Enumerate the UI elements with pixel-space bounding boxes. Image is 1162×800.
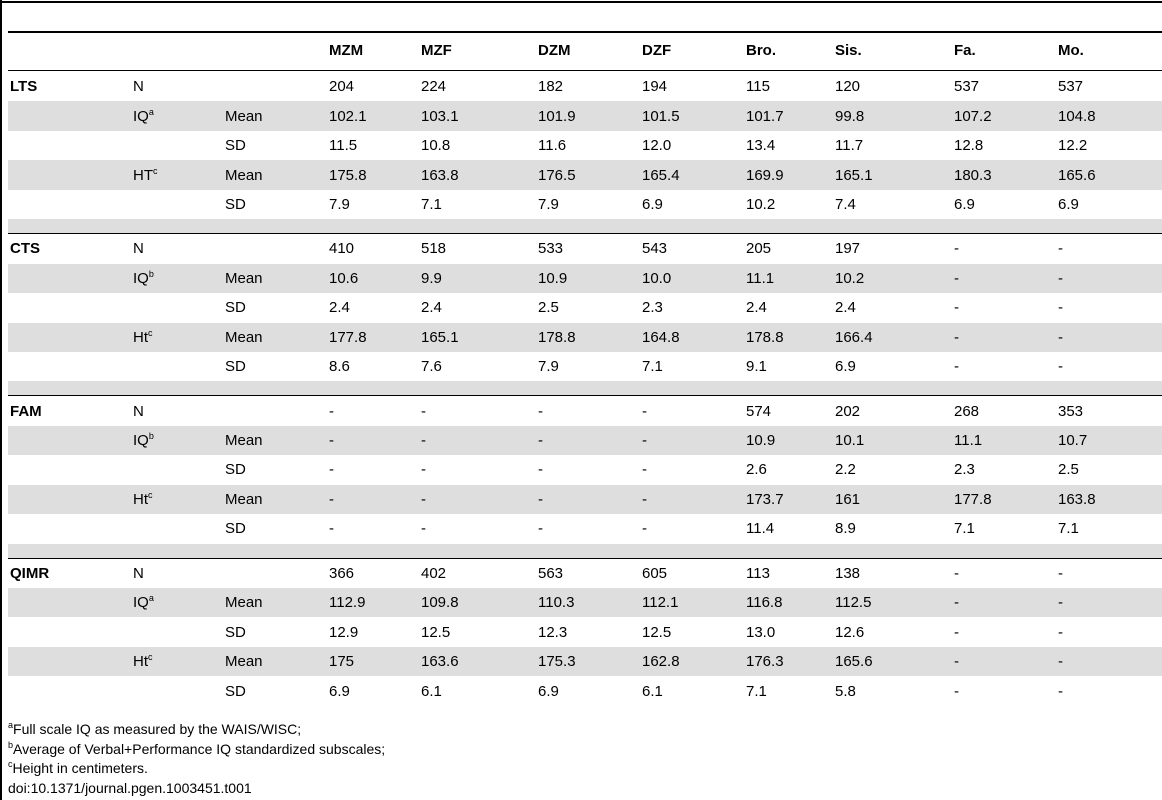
header-bottom-rule — [8, 70, 1162, 71]
value-cell: 11.5 — [329, 137, 358, 155]
value-cell: - — [329, 461, 334, 479]
column-header: Bro. — [746, 42, 776, 59]
value-cell: - — [1058, 647, 1162, 676]
group-label — [8, 455, 133, 484]
value-cell: 533 — [538, 234, 642, 264]
value-cell: 2.4 — [329, 299, 350, 317]
value-cell: 605 — [642, 558, 746, 588]
value-cell: 177.8 — [329, 323, 421, 352]
value-cell: 6.1 — [421, 682, 442, 700]
group-label: FAM — [8, 396, 133, 426]
value-cell: 194 — [642, 78, 668, 96]
value-cell: 563 — [538, 558, 642, 588]
footnote-marker: a — [148, 593, 154, 604]
value-cell: 7.1 — [746, 682, 767, 700]
value-cell: - — [954, 647, 1058, 676]
value-cell: 2.3 — [954, 461, 975, 479]
statistic-label: SD — [225, 299, 246, 317]
group-spacer — [8, 381, 1162, 396]
table-row — [8, 234, 1162, 264]
value-cell: 7.1 — [421, 195, 442, 213]
value-cell: - — [642, 426, 746, 455]
value-cell: - — [421, 485, 538, 514]
value-cell: 7.1 — [954, 520, 975, 538]
value-cell: - — [954, 558, 1058, 588]
value-cell: 113 — [746, 558, 835, 588]
group-label — [8, 190, 133, 219]
value-cell: - — [954, 299, 959, 317]
column-header: MZF — [421, 42, 452, 59]
statistic-label: SD — [225, 358, 246, 376]
table-row — [8, 352, 1162, 381]
table-row — [8, 131, 1162, 160]
value-cell: 2.3 — [642, 299, 663, 317]
table-row — [8, 101, 1162, 130]
value-cell: 6.9 — [1058, 195, 1079, 213]
value-cell: 8.9 — [835, 520, 856, 538]
value-cell: 10.1 — [835, 426, 954, 455]
footnote-marker: b — [148, 431, 154, 442]
value-cell: 163.6 — [421, 647, 538, 676]
statistic-label: Mean — [225, 588, 329, 617]
top-rule — [0, 1, 1162, 3]
value-cell: 10.0 — [642, 264, 746, 293]
variable-label: $IQ^b$ — [133, 426, 225, 455]
statistic-label: SD — [225, 520, 246, 538]
value-cell: 197 — [835, 234, 954, 264]
value-cell: 115 — [746, 78, 770, 96]
variable-label: N — [133, 396, 225, 426]
value-cell: 165.1 — [421, 323, 538, 352]
value-cell: 104.8 — [1058, 101, 1162, 130]
value-cell: 6.9 — [954, 195, 975, 213]
group-label — [8, 617, 133, 646]
table-row — [8, 323, 1162, 352]
statistic-label: Mean — [225, 647, 329, 676]
value-cell: 112.5 — [835, 588, 954, 617]
value-cell: 12.3 — [538, 623, 568, 641]
group-label — [8, 426, 133, 455]
value-cell: - — [538, 396, 642, 426]
group-spacer — [8, 219, 1162, 234]
value-cell: 164.8 — [642, 323, 746, 352]
value-cell: 543 — [642, 234, 746, 264]
variable-label — [133, 617, 225, 646]
value-cell: - — [329, 520, 334, 538]
statistic-label: SD — [225, 461, 246, 479]
value-cell: - — [1058, 588, 1162, 617]
value-cell: 2.4 — [421, 299, 442, 317]
variable-label: N — [133, 558, 225, 588]
value-cell: 163.8 — [421, 160, 538, 189]
value-cell: - — [1058, 558, 1162, 588]
value-cell: 7.9 — [329, 195, 350, 213]
value-cell: 169.9 — [746, 160, 835, 189]
value-cell: 10.9 — [538, 264, 642, 293]
value-cell: 7.1 — [642, 358, 663, 376]
variable-label — [133, 352, 225, 381]
footnote-marker: b — [148, 268, 154, 279]
variable-label: $IQ^a$ — [133, 588, 225, 617]
column-header: Mo. — [1058, 42, 1084, 59]
value-cell: 6.9 — [329, 682, 350, 700]
value-cell: - — [421, 520, 426, 538]
value-cell: 9.1 — [746, 358, 767, 376]
value-cell: 224 — [421, 78, 447, 96]
value-cell: 177.8 — [954, 485, 1058, 514]
value-cell: 12.9 — [329, 623, 359, 641]
value-cell: 2.6 — [746, 461, 767, 479]
value-cell: 8.6 — [329, 358, 350, 376]
table-row — [8, 293, 1162, 322]
statistic-label — [225, 396, 329, 426]
column-header-row — [8, 33, 1162, 70]
variable-label — [133, 131, 225, 160]
table-row — [8, 72, 1162, 101]
statistic-label: SD — [225, 682, 246, 700]
value-cell: 175 — [329, 647, 421, 676]
table-row — [8, 396, 1162, 426]
footnote-a: $^a$Full scale IQ as measured by the WAIS/WISC; — [8, 720, 302, 737]
group-label — [8, 514, 133, 543]
value-cell: 182 — [538, 78, 564, 96]
value-cell: 11.1 — [746, 264, 835, 293]
value-cell: - — [954, 358, 959, 376]
value-cell: - — [642, 520, 647, 538]
value-cell: 353 — [1058, 396, 1162, 426]
value-cell: 11.6 — [538, 137, 567, 155]
value-cell: 2.5 — [538, 299, 559, 317]
value-cell: 205 — [746, 234, 835, 264]
value-cell: 518 — [421, 234, 538, 264]
value-cell: - — [421, 426, 538, 455]
value-cell: - — [538, 520, 543, 538]
table-row — [8, 514, 1162, 543]
value-cell: 7.4 — [835, 195, 856, 213]
value-cell: 7.9 — [538, 195, 559, 213]
value-cell: 107.2 — [954, 101, 1058, 130]
value-cell: 103.1 — [421, 101, 538, 130]
statistic-label: Mean — [225, 426, 329, 455]
value-cell: 12.8 — [954, 137, 984, 155]
value-cell: 166.4 — [835, 323, 954, 352]
group-label — [8, 588, 133, 617]
value-cell: 178.8 — [746, 323, 835, 352]
group-label — [8, 647, 133, 676]
value-cell: - — [329, 485, 421, 514]
value-cell: 99.8 — [835, 101, 954, 130]
table-row — [8, 617, 1162, 646]
variable-label — [133, 514, 225, 543]
value-cell: - — [954, 234, 1058, 264]
value-cell: 7.6 — [421, 358, 442, 376]
value-cell: 173.7 — [746, 485, 835, 514]
statistic-label — [225, 234, 329, 264]
value-cell: - — [1058, 623, 1063, 641]
value-cell: 165.6 — [835, 647, 954, 676]
value-cell: 12.5 — [421, 623, 451, 641]
group-spacer — [8, 544, 1162, 559]
value-cell: 116.8 — [746, 588, 835, 617]
value-cell: 120 — [835, 78, 861, 96]
value-cell: 11.7 — [835, 137, 864, 155]
value-cell: - — [1058, 323, 1162, 352]
variable-label — [133, 455, 225, 484]
value-cell: 12.6 — [835, 623, 865, 641]
value-cell: 101.5 — [642, 101, 746, 130]
group-label — [8, 485, 133, 514]
value-cell: 10.7 — [1058, 426, 1162, 455]
value-cell: - — [1058, 358, 1063, 376]
value-cell: 165.4 — [642, 160, 746, 189]
group-label — [8, 323, 133, 352]
value-cell: 112.1 — [642, 588, 746, 617]
variable-label: Ht$^c$ — [133, 485, 225, 514]
table-row — [8, 455, 1162, 484]
table-row — [8, 676, 1162, 705]
footnote-marker: a — [148, 106, 154, 117]
value-cell: 202 — [835, 396, 954, 426]
value-cell: 5.8 — [835, 682, 856, 700]
value-cell: 10.2 — [835, 264, 954, 293]
value-cell: - — [954, 682, 959, 700]
footnote-b: $^b$Average of Verbal+Performance IQ standardized subscales; — [8, 739, 386, 757]
table-row — [8, 588, 1162, 617]
value-cell: - — [421, 461, 426, 479]
value-cell: 178.8 — [538, 323, 642, 352]
value-cell: - — [954, 588, 1058, 617]
value-cell: 9.9 — [421, 264, 538, 293]
value-cell: 6.9 — [538, 682, 559, 700]
column-header: DZM — [538, 42, 571, 59]
value-cell: 7.1 — [1058, 520, 1079, 538]
column-header: Sis. — [835, 42, 862, 59]
value-cell: 11.1 — [954, 426, 1058, 455]
variable-label — [133, 293, 225, 322]
value-cell: 11.4 — [746, 520, 775, 538]
value-cell: 10.9 — [746, 426, 835, 455]
statistic-label — [225, 72, 329, 101]
group-label — [8, 352, 133, 381]
value-cell: - — [538, 426, 642, 455]
value-cell: 2.2 — [835, 461, 856, 479]
value-cell: 176.5 — [538, 160, 642, 189]
value-cell: 12.2 — [1058, 137, 1088, 155]
value-cell: 537 — [954, 78, 980, 96]
variable-label: N — [133, 234, 225, 264]
value-cell: 2.5 — [1058, 461, 1079, 479]
value-cell: - — [642, 485, 746, 514]
statistic-label: Mean — [225, 264, 329, 293]
value-cell: 2.4 — [835, 299, 856, 317]
value-cell: - — [329, 426, 421, 455]
value-cell: - — [538, 461, 543, 479]
table-row — [8, 264, 1162, 293]
table-body — [8, 72, 1162, 706]
value-cell: 180.3 — [954, 160, 1058, 189]
group-label — [8, 676, 133, 705]
variable-label: $IQ^b$ — [133, 264, 225, 293]
data-table — [8, 72, 1162, 706]
value-cell: 10.8 — [421, 137, 451, 155]
value-cell: 6.9 — [642, 195, 663, 213]
value-cell: 176.3 — [746, 647, 835, 676]
variable-label: N — [133, 78, 144, 96]
group-label: CTS — [8, 234, 133, 264]
variable-label: Ht$^c$ — [133, 323, 225, 352]
value-cell: 101.7 — [746, 101, 835, 130]
group-label — [8, 160, 133, 189]
variable-label — [133, 190, 225, 219]
value-cell: 138 — [835, 558, 954, 588]
value-cell: - — [421, 396, 538, 426]
group-label: QIMR — [8, 558, 133, 588]
column-header: Fa. — [954, 42, 976, 59]
value-cell: 6.9 — [835, 358, 856, 376]
table-footnotes — [8, 720, 385, 798]
statistic-label — [225, 558, 329, 588]
column-header: DZF — [642, 42, 672, 59]
variable-label: $IQ^a$ — [133, 101, 225, 130]
value-cell: 574 — [746, 396, 835, 426]
variable-label — [133, 676, 225, 705]
value-cell: 366 — [329, 558, 421, 588]
footnote-marker: c — [153, 165, 158, 176]
value-cell: - — [642, 461, 647, 479]
value-cell: 13.4 — [746, 137, 776, 155]
value-cell: 165.6 — [1058, 160, 1162, 189]
table-row — [8, 647, 1162, 676]
value-cell: - — [642, 396, 746, 426]
value-cell: 2.4 — [746, 299, 767, 317]
value-cell: 101.9 — [538, 101, 642, 130]
value-cell: 109.8 — [421, 588, 538, 617]
value-cell: 175.3 — [538, 647, 642, 676]
statistic-label: Mean — [225, 101, 329, 130]
value-cell: 410 — [329, 234, 421, 264]
footnote-marker: c — [148, 327, 153, 338]
value-cell: 175.8 — [329, 160, 421, 189]
footnote-c: $^c$Height in centimeters. — [8, 759, 148, 776]
group-label — [8, 293, 133, 322]
group-label: LTS — [10, 78, 38, 96]
value-cell: - — [1058, 264, 1162, 293]
value-cell: - — [954, 323, 1058, 352]
value-cell: 112.9 — [329, 588, 421, 617]
value-cell: 10.2 — [746, 195, 776, 213]
value-cell: 537 — [1058, 78, 1084, 96]
footnote-marker: c — [148, 652, 153, 663]
value-cell: 162.8 — [642, 647, 746, 676]
statistic-label: Mean — [225, 485, 329, 514]
variable-label: Ht$^c$ — [133, 647, 225, 676]
value-cell: 13.0 — [746, 623, 776, 641]
value-cell: 165.1 — [835, 160, 954, 189]
value-cell: 204 — [329, 78, 355, 96]
statistic-label: SD — [225, 137, 246, 155]
value-cell: 102.1 — [329, 101, 421, 130]
statistic-label: Mean — [225, 323, 329, 352]
group-label — [8, 264, 133, 293]
variable-label: $HT^c$ — [133, 160, 225, 189]
statistic-label: SD — [225, 195, 246, 213]
value-cell: - — [954, 623, 959, 641]
table-row — [8, 485, 1162, 514]
value-cell: 7.9 — [538, 358, 559, 376]
value-cell: - — [1058, 234, 1162, 264]
value-cell: 10.6 — [329, 264, 421, 293]
value-cell: - — [538, 485, 642, 514]
statistic-label: SD — [225, 623, 246, 641]
value-cell: 12.5 — [642, 623, 672, 641]
table-row — [8, 426, 1162, 455]
table-row — [8, 190, 1162, 219]
value-cell: 268 — [954, 396, 1058, 426]
value-cell: - — [954, 264, 1058, 293]
value-cell: 6.1 — [642, 682, 663, 700]
table-row — [8, 558, 1162, 588]
table-row — [8, 160, 1162, 189]
group-label — [8, 101, 133, 130]
value-cell: - — [329, 396, 421, 426]
doi-link[interactable]: doi:10.1371/journal.pgen.1003451.t001 — [8, 779, 252, 796]
footnote-marker: c — [148, 489, 153, 500]
value-cell: 110.3 — [538, 588, 642, 617]
column-header: MZM — [329, 42, 364, 59]
value-cell: 161 — [835, 485, 954, 514]
value-cell: 402 — [421, 558, 538, 588]
left-border — [0, 0, 2, 800]
value-cell: 163.8 — [1058, 485, 1162, 514]
value-cell: 12.0 — [642, 137, 672, 155]
value-cell: - — [1058, 682, 1063, 700]
statistic-label: Mean — [225, 160, 329, 189]
value-cell: - — [1058, 299, 1063, 317]
group-label — [8, 131, 133, 160]
